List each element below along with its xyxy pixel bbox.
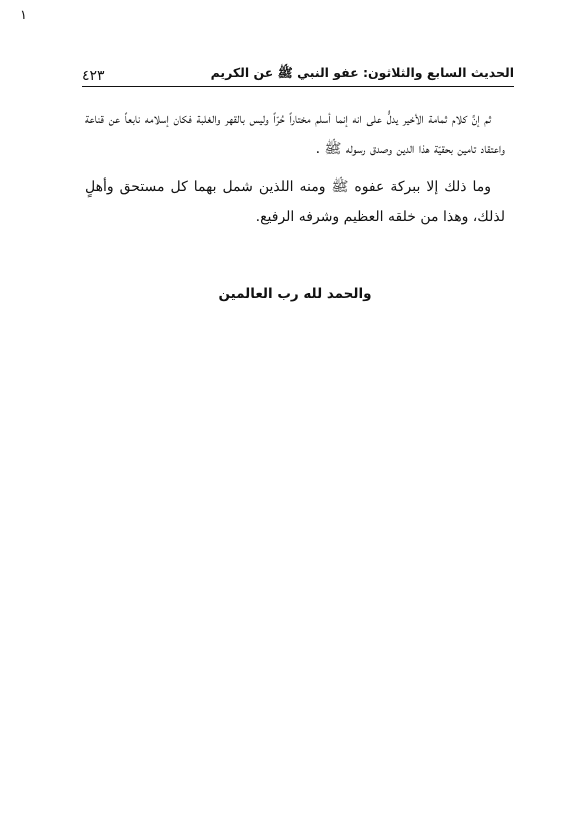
header-title: الحديث السابع والثلاثون: عفو النبي ﷺ عن الكريم bbox=[210, 65, 514, 80]
corner-mark: ١ bbox=[20, 8, 27, 23]
closing-line: والحمد لله رب العالمين bbox=[218, 286, 372, 302]
paragraph-2: وما ذلك إلا ببركة عفوه ﷺ ومنه اللذين شمل بهما كل مستحق وأهلٍ لذلك، وهذا من خلقه العظيم وشرفه الرفيع. bbox=[85, 179, 505, 225]
page-number: ٤٢٣ bbox=[82, 68, 105, 84]
body-text bbox=[85, 104, 505, 232]
running-header bbox=[82, 62, 514, 87]
paragraph-1: ثم إنَّ كلام ثمامة الأخير يدلُّ على انه إنما أسلم مختاراً حُرّاً وليس بالقهر والغلبة فكان إسلامه نابعاً عن قناعة واعتقاد تامين بحقيّة هذا الدين وصدق رسوله ﷺ . bbox=[85, 111, 505, 157]
